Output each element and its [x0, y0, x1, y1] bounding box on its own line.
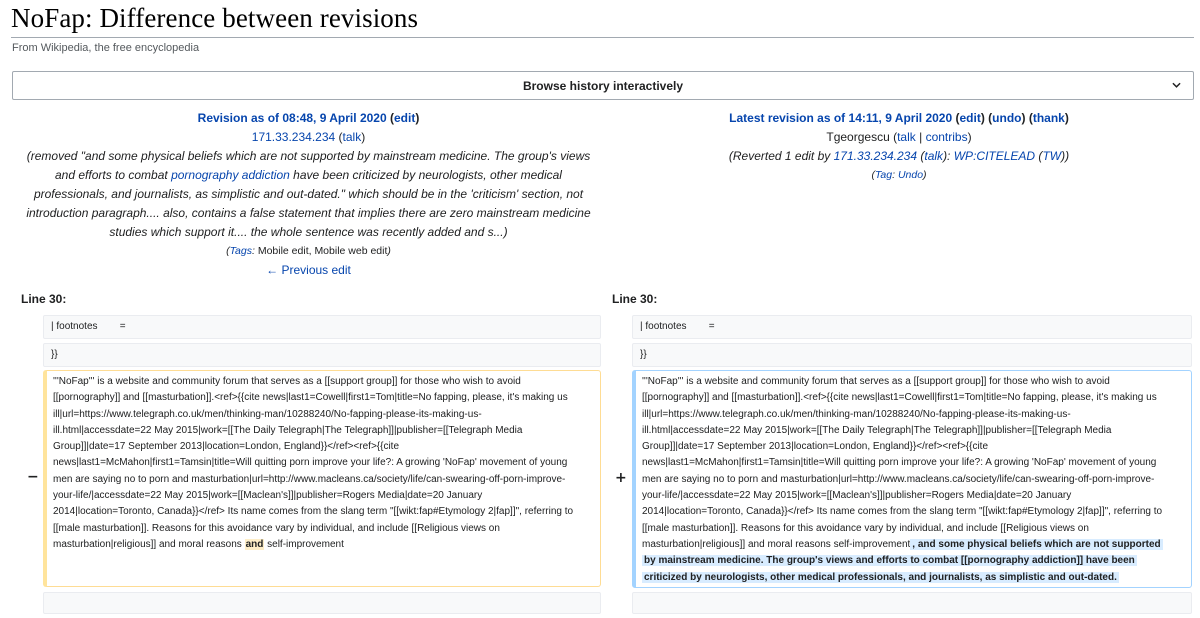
inserted-text: by mainstream medicine. The group's views and efforts to combat [[pornography addiction]] have been: [644, 555, 1135, 567]
latest-revision-link[interactable]: Latest revision as of 14:11, 9 April 2020: [729, 111, 953, 125]
previous-edit-link[interactable]: ← Previous edit: [266, 263, 351, 277]
reverted-user-talk-link[interactable]: talk: [924, 149, 944, 163]
tag-link[interactable]: Tag: [874, 169, 893, 181]
browse-history-toggle[interactable]: [12, 71, 1194, 100]
new-tags: (Tag: Undo): [871, 169, 927, 181]
deleted-line: '''NoFap''' is a website and community forum that serves as a [[support group]] for those who wish to avoid [[pornography]] and [[masturbation]].<ref>{{cite news|last1=Cowell|first1=Tom|title=No fapping, please, it's making us ill|url=https://www.telegraph.co.uk/men/thinking-man/10288240/No-fapping-please-its-making-us- ill.html|accessdate=22 May 2015|work=[[The Daily Telegraph|The Telegraph]]|publisher=[[Telegraph Media Group]]|date=17 September 2013|location=London, England}}</ref><ref>{{cite news|last1=McMahon|first1=Tamsin|title=Will quitting porn improve your life?: A growing 'NoFap' movement of young men are saying no to porn and masturbation|url=http://www.macleans.ca/society/life/can-swearing-off-porn-improve- your-life/|accessdate=22 May 2015|work=[[Maclean's]]|publisher=Rogers Media|date=20 January 2014|location=Toronto, Canada}}</ref> Its name comes from the slang term "[[wikt:fap#Etymology 2|fap]]", referring to [[male masturbation]]. Reasons for this avoidance vary by individual, and include [[Religious views on masturbation|religious]] and moral reasons and self-improvement: [43, 370, 601, 587]
pornography-addiction-link[interactable]: pornography addiction: [171, 168, 290, 182]
context-footnotes-left: | footnotes =: [43, 315, 601, 339]
undo-link[interactable]: undo: [992, 111, 1022, 125]
new-user-name: Tgeorgescu: [826, 130, 890, 144]
page-title: NoFap: Difference between revisions: [11, 3, 419, 33]
old-user-talk-link[interactable]: talk: [342, 130, 362, 144]
old-edit-summary: (removed "and some physical beliefs which are not supported by mainstream medicine. The group's views and efforts to combat pornography addiction have been criticized by neurologists, other medical professionals, and journalists, as simplistic and out-dated." which should be in the 'criticism' section, not introduction paragraph.... also, contains a false statement that implies there are zero mainstream medicine studies which support it.... the whole sentence was recently added and s...): [26, 149, 591, 239]
tag-undo-link[interactable]: Undo: [897, 169, 924, 181]
context-braces-left: }}: [43, 343, 601, 367]
old-revision-link[interactable]: Revision as of 08:48, 9 April 2020: [197, 111, 387, 125]
context-footnotes-right: | footnotes =: [632, 315, 1192, 339]
old-revision-header: Revision as of 08:48, 9 April 2020 (edit) 171.33.234.234 (talk) (removed "and some physical beliefs which are not supported by mainstream medicine. The group's views and efforts to combat pornography addiction have been criticized by neurologists, other medical professionals, and journalists, as simplistic and out-dated." which should be in the 'criticism' section, not introduction paragraph.... also, contains a false statement that implies there are zero mainstream medicine studies which support it.... the whole sentence was recently added and s...) (Tags: Mobile edit, Mobile web edit) ← Previous edit: [12, 109, 605, 280]
old-edit-link[interactable]: edit: [393, 111, 416, 125]
browse-history-label: Browse history interactively: [522, 79, 684, 93]
citelead-link[interactable]: WP:CITELEAD: [953, 149, 1036, 163]
context-braces-right: }}: [632, 343, 1192, 367]
line-number-right: Line 30:: [612, 292, 658, 306]
old-user-link[interactable]: 171.33.234.234: [251, 130, 336, 144]
reverted-user-link[interactable]: 171.33.234.234: [833, 149, 918, 163]
new-revision-header: Latest revision as of 14:11, 9 April 2020 (edit) (undo) (thank) Tgeorgescu (talk | contribs) (Reverted 1 edit by 171.33.234.234 (talk): WP:CITELEAD (TW)) (Tag: Undo): [604, 109, 1194, 185]
inserted-text: , and some physical beliefs which are not supported: [912, 538, 1161, 550]
deleted-word: and: [245, 538, 264, 550]
new-edit-link[interactable]: edit: [959, 111, 981, 125]
added-line-marker: +: [615, 470, 627, 486]
contribs-link[interactable]: contribs: [925, 130, 968, 144]
new-edit-summary: (Reverted 1 edit by 171.33.234.234 (talk): WP:CITELEAD (TW)): [728, 149, 1070, 163]
added-line: '''NoFap''' is a website and community forum that serves as a [[support group]] for those who wish to avoid [[pornography]] and [[masturbation]].<ref>{{cite news|last1=Cowell|first1=Tom|title=No fapping, please, it's making us ill|url=https://www.telegraph.co.uk/men/thinking-man/10288240/No-fapping-please-its-making-us- ill.html|accessdate=22 May 2015|work=[[The Daily Telegraph|The Telegraph]]|publisher=[[Telegraph Media Group]]|date=17 September 2013|location=London, England}}</ref><ref>{{cite news|last1=McMahon|first1=Tamsin|title=Will quitting porn improve your life?: A growing 'NoFap' movement of young men are saying no to porn and masturbation|url=http://www.macleans.ca/society/life/can-swearing-off-porn-improve- your-life/|accessdate=22 May 2015|work=[[Maclean's]]|publisher=Rogers Media|date=20 January 2014|location=Toronto, Canada}}</ref> Its name comes from the slang term "[[wikt:fap#Etymology 2|fap]]", referring to [[male masturbation]]. Reasons for this avoidance vary by individual, and include [[Religious views on masturbation|religious]] and moral reasons self-improvement , and some physical beliefs which are not supported by mainstream medicine. The group's views and efforts to combat [[pornography addiction]] have been criticized by neurologists, other medical professionals, and journalists, as simplistic and out-dated.: [632, 370, 1192, 588]
thank-link[interactable]: thank: [1032, 111, 1065, 125]
title-divider: [11, 37, 1194, 38]
twinkle-link[interactable]: TW: [1042, 149, 1062, 163]
tags-link[interactable]: Tags: [229, 245, 252, 257]
new-user-talk-link[interactable]: talk: [897, 130, 916, 144]
deleted-line-marker: −: [27, 469, 39, 485]
chevron-down-icon: [1172, 82, 1181, 88]
line-number-left: Line 30:: [21, 292, 67, 306]
inserted-text: criticized by neurologists, other medical professionals, and journalists, as simplistic and out-dated.: [644, 571, 1117, 583]
site-tagline: From Wikipedia, the free encyclopedia: [12, 42, 200, 54]
old-tags: (Tags: Mobile edit, Mobile web edit): [226, 245, 391, 257]
context-empty-left: [43, 592, 601, 614]
context-empty-right: [632, 592, 1192, 614]
